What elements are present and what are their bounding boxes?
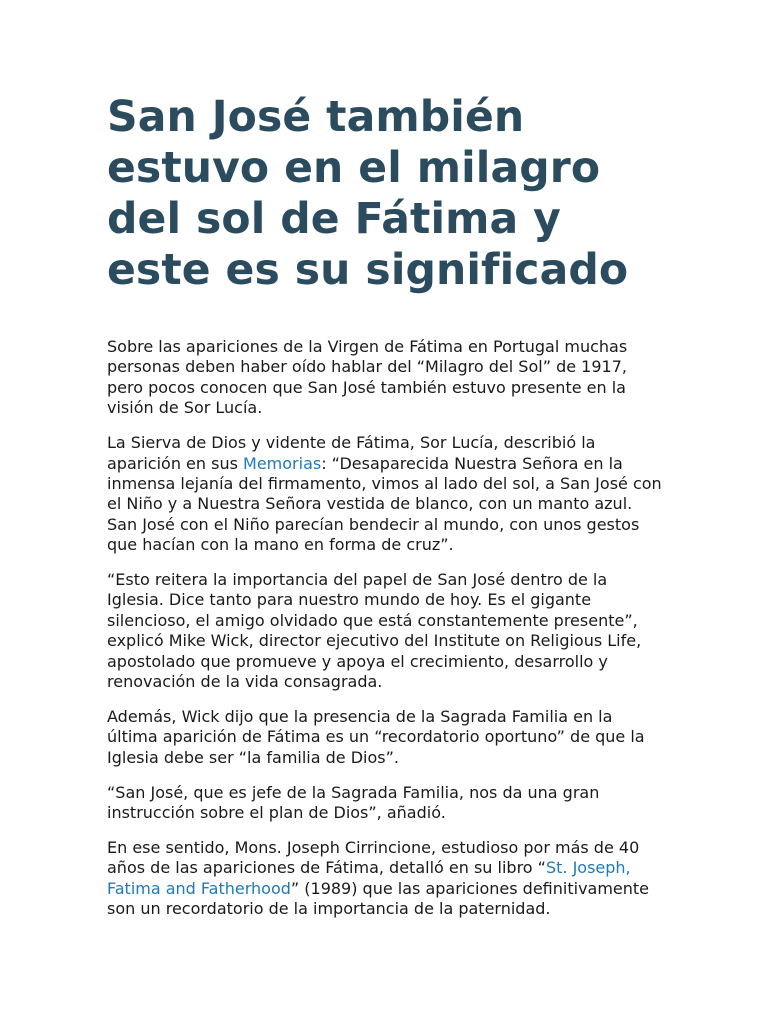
memorias-link[interactable]: Memorias	[243, 453, 322, 473]
article	[107, 92, 667, 934]
paragraph-6-text-end: ” (1989) que las apariciones definitivamente son un recordatorio de la importancia de la paternidad.	[107, 878, 650, 919]
paragraph-2-text-start: La Sierva de Dios y vidente de Fátima, Sor Lucía, describió la aparición en sus	[107, 433, 596, 473]
paragraph-3: “Esto reitera la importancia del papel de San José dentro de la Iglesia. Dice tanto para nuestro mundo de hoy. Es el gigante silencioso, el amigo olvidado que está constantemente presente”, explicó Mike Wick, director ejecutivo del Institute on Religious Life, apostolado que promueve y apoya el crecimiento, desarrollo y renovación de la vida consagrada.	[107, 570, 642, 692]
article-title: San José también estuvo en el milagro del sol de Fátima y este es su significado	[107, 93, 629, 295]
paragraph-2	[107, 433, 667, 555]
paragraph-2-text-end: : “Desaparecida Nuestra Señora en la inmensa lejanía del firmamento, vimos al lado del sol, a San José con el Niño y a Nuestra Señora vestida de blanco, con un manto azul. San José con el Niño parecían bendecir al mundo, con unos gestos que hacían con la mano en forma de cruz”.	[107, 453, 662, 555]
paragraph-5: “San José, que es jefe de la Sagrada Familia, nos da una gran instrucción sobre el plan de Dios”, añadió.	[107, 782, 600, 823]
paragraph-4: Además, Wick dijo que la presencia de la Sagrada Familia en la última aparición de Fátima es un “recordatorio oportuno” de que la Iglesia debe ser “la familia de Dios”.	[107, 707, 645, 767]
paragraph-6-text-start: En ese sentido, Mons. Joseph Cirrincione, estudioso por más de 40 años de las apariciones de Fátima, detalló en su libro “	[107, 838, 640, 878]
book-link[interactable]: St. Joseph, Fatima and Fatherhood	[107, 858, 631, 898]
paragraph-1: Sobre las apariciones de la Virgen de Fátima en Portugal muchas personas deben haber oído hablar del “Milagro del Sol” de 1917, pero pocos conocen que San José también estuvo presente en la visión de Sor Lucía.	[107, 337, 628, 418]
paragraph-6	[107, 838, 667, 920]
